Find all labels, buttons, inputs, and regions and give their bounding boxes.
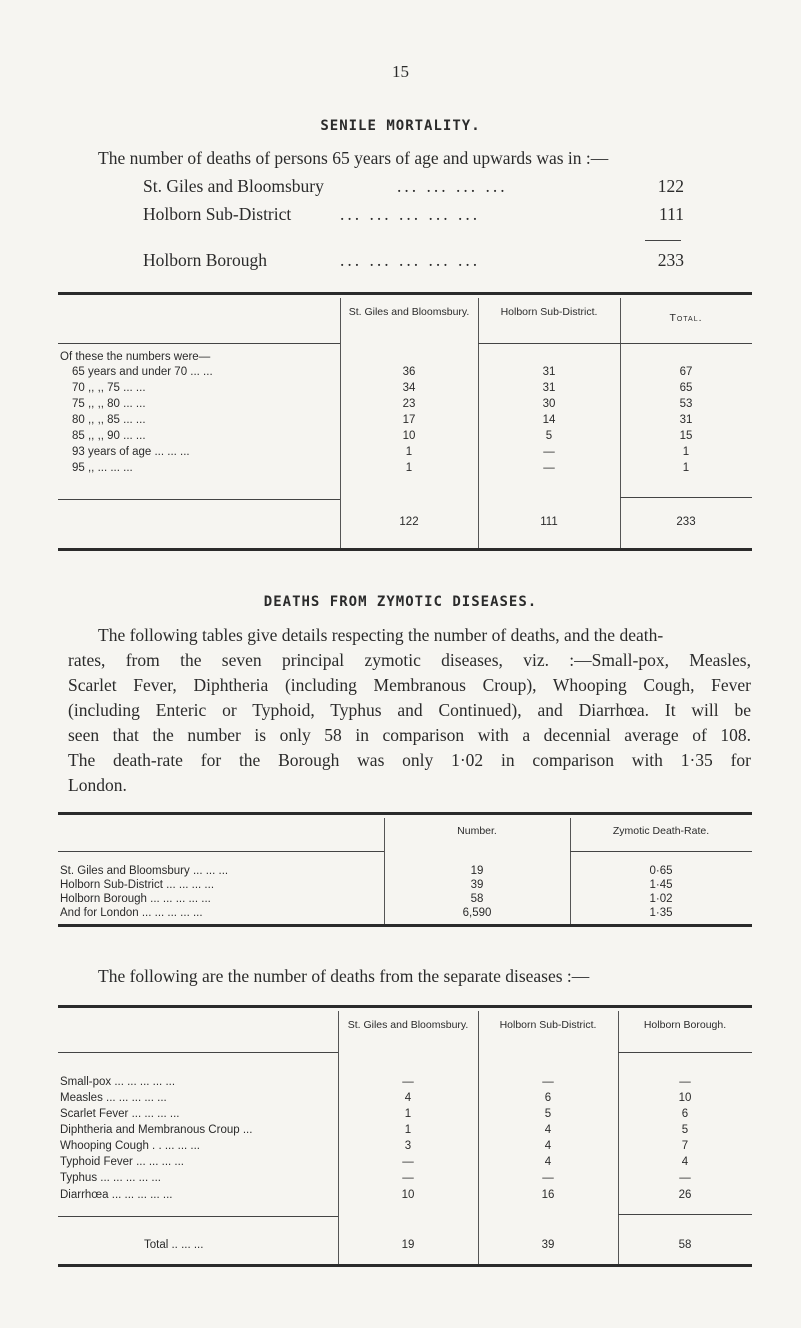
column-header: St. Giles and Bloomsbury. bbox=[347, 1019, 469, 1031]
table-top-rule bbox=[58, 1005, 752, 1008]
cell: 26 bbox=[678, 1189, 692, 1201]
row-label: Small-pox ... ... ... ... ... bbox=[60, 1076, 176, 1088]
total-rule bbox=[58, 499, 340, 500]
paragraph-line: rates, from the seven principal zymotic diseases, viz. :—Small-pox, Measles, bbox=[68, 650, 751, 670]
cell: 5 bbox=[545, 430, 553, 442]
senile-row-value: 233 bbox=[657, 250, 684, 270]
total-rule bbox=[618, 1214, 752, 1215]
total-label: Total .. ... ... bbox=[144, 1239, 204, 1251]
cell: 36 bbox=[402, 366, 416, 378]
cell: 3 bbox=[404, 1140, 412, 1152]
cell: 4 bbox=[404, 1092, 412, 1104]
senile-row-dots: ... ... ... ... ... bbox=[340, 204, 481, 224]
cell: 15 bbox=[679, 430, 693, 442]
senile-mortality-heading: SENILE MORTALITY. bbox=[320, 118, 481, 134]
senile-intro: The number of deaths of persons 65 years of age and upwards was in :— bbox=[98, 148, 609, 168]
row-label: 85 ,, ,, 90 ... ... bbox=[72, 430, 146, 442]
cell: 10 bbox=[402, 430, 416, 442]
cell: — bbox=[542, 1172, 554, 1184]
cell: 5 bbox=[681, 1124, 689, 1136]
cell: 1 bbox=[405, 446, 413, 458]
column-header: Holborn Borough. bbox=[643, 1019, 727, 1031]
cell: — bbox=[543, 462, 555, 474]
column-header: Zymotic Death-Rate. bbox=[612, 825, 710, 837]
total-rule bbox=[620, 497, 752, 498]
senile-row-dots: ... ... ... ... ... bbox=[340, 250, 481, 270]
row-label: 70 ,, ,, 75 ... ... bbox=[72, 382, 146, 394]
table-top-rule bbox=[58, 812, 752, 815]
header-rule bbox=[570, 851, 752, 852]
row-label: Holborn Borough ... ... ... ... ... bbox=[60, 893, 211, 905]
row-label: And for London ... ... ... ... ... bbox=[60, 907, 203, 919]
cell: 58 bbox=[470, 893, 484, 905]
table-bottom-rule bbox=[58, 924, 752, 927]
row-label: 95 ,, ... ... ... bbox=[72, 462, 133, 474]
senile-row-value: 111 bbox=[659, 204, 684, 224]
cell: 30 bbox=[542, 398, 556, 410]
table-bottom-rule bbox=[58, 1264, 752, 1267]
cell: 16 bbox=[541, 1189, 555, 1201]
column-header: Holborn Sub-District. bbox=[499, 1019, 597, 1031]
cell: 6,590 bbox=[462, 907, 492, 919]
row-label: 65 years and under 70 ... ... bbox=[72, 366, 213, 378]
row-label: Diarrhœa ... ... ... ... ... bbox=[60, 1189, 173, 1201]
senile-row-label: Holborn Borough bbox=[143, 250, 267, 270]
cell: 1 bbox=[404, 1108, 412, 1120]
cell: 34 bbox=[402, 382, 416, 394]
cell: 31 bbox=[679, 414, 693, 426]
column-divider bbox=[478, 1222, 479, 1264]
cell: 10 bbox=[401, 1189, 415, 1201]
column-divider bbox=[618, 1222, 619, 1264]
row-label: Holborn Sub-District ... ... ... ... bbox=[60, 879, 215, 891]
paragraph-line: (including Enteric or Typhoid, Typhus and Continued), and Diarrhœa. It will be bbox=[68, 700, 751, 720]
header-rule bbox=[58, 1052, 338, 1053]
cell: 17 bbox=[402, 414, 416, 426]
zymotic-heading: DEATHS FROM ZYMOTIC DISEASES. bbox=[263, 594, 538, 610]
total-cell: 111 bbox=[540, 516, 558, 528]
row-label: Typhoid Fever ... ... ... ... bbox=[60, 1156, 184, 1168]
paragraph-line: London. bbox=[68, 775, 127, 795]
column-divider bbox=[338, 1222, 339, 1264]
senile-row-label: St. Giles and Bloomsbury bbox=[143, 176, 324, 196]
table-caption: Of these the numbers were— bbox=[60, 351, 211, 363]
header-rule bbox=[478, 343, 752, 344]
cell: 65 bbox=[679, 382, 693, 394]
senile-row-value: 122 bbox=[657, 176, 684, 196]
row-label: 75 ,, ,, 80 ... ... bbox=[72, 398, 146, 410]
cell: 1·45 bbox=[649, 879, 673, 891]
cell: 1 bbox=[404, 1124, 412, 1136]
total-cell: 58 bbox=[678, 1239, 692, 1251]
total-cell: 122 bbox=[399, 516, 419, 528]
row-label: Whooping Cough . . ... ... ... bbox=[60, 1140, 200, 1152]
row-label: St. Giles and Bloomsbury ... ... ... bbox=[60, 865, 229, 877]
column-header: St. Giles and Bloomsbury. bbox=[348, 306, 470, 318]
cell: 4 bbox=[681, 1156, 689, 1168]
cell: 67 bbox=[679, 366, 693, 378]
row-label: Diphtheria and Membranous Croup ... bbox=[60, 1124, 253, 1136]
cell: 31 bbox=[542, 382, 556, 394]
sum-rule bbox=[645, 240, 681, 241]
cell: 4 bbox=[544, 1156, 552, 1168]
row-label: Scarlet Fever ... ... ... ... bbox=[60, 1108, 180, 1120]
table-bottom-rule bbox=[58, 548, 752, 551]
cell: 1·35 bbox=[649, 907, 673, 919]
cell: 5 bbox=[544, 1108, 552, 1120]
cell: 1·02 bbox=[649, 893, 673, 905]
cell: 1 bbox=[405, 462, 413, 474]
cell: 6 bbox=[681, 1108, 689, 1120]
cell: — bbox=[402, 1076, 414, 1088]
separate-intro: The following are the number of deaths from the separate diseases :— bbox=[98, 966, 590, 986]
column-header: Number. bbox=[457, 825, 497, 837]
cell: 0·65 bbox=[649, 865, 673, 877]
row-label: Typhus ... ... ... ... ... bbox=[60, 1172, 161, 1184]
header-rule bbox=[618, 1052, 752, 1053]
paragraph-line: The following tables give details respecting the number of deaths, and the death- bbox=[98, 625, 664, 645]
cell: 14 bbox=[542, 414, 556, 426]
row-label: Measles ... ... ... ... ... bbox=[60, 1092, 167, 1104]
paragraph-line: The death-rate for the Borough was only 1·02 in comparison with 1·35 for bbox=[68, 750, 751, 770]
column-header: Holborn Sub-District. bbox=[500, 306, 598, 318]
cell: 1 bbox=[682, 446, 690, 458]
cell: — bbox=[402, 1156, 414, 1168]
cell: 4 bbox=[544, 1140, 552, 1152]
cell: 1 bbox=[682, 462, 690, 474]
cell: 39 bbox=[470, 879, 484, 891]
total-cell: 39 bbox=[541, 1239, 555, 1251]
cell: — bbox=[402, 1172, 414, 1184]
total-cell: 19 bbox=[401, 1239, 415, 1251]
cell: — bbox=[679, 1076, 691, 1088]
cell: — bbox=[542, 1076, 554, 1088]
column-header: Total. bbox=[669, 312, 703, 324]
senile-row-dots: ... ... ... ... bbox=[397, 176, 508, 196]
paragraph-line: Scarlet Fever, Diphtheria (including Membranous Croup), Whooping Cough, Fever bbox=[68, 675, 751, 695]
table-top-rule bbox=[58, 292, 752, 295]
total-rule bbox=[58, 1216, 338, 1217]
cell: 10 bbox=[678, 1092, 692, 1104]
total-cell: 233 bbox=[676, 516, 696, 528]
cell: 6 bbox=[544, 1092, 552, 1104]
paragraph-line: seen that the number is only 58 in comparison with a decennial average of 108. bbox=[68, 725, 751, 745]
cell: — bbox=[543, 446, 555, 458]
cell: 31 bbox=[542, 366, 556, 378]
cell: — bbox=[679, 1172, 691, 1184]
cell: 53 bbox=[679, 398, 693, 410]
senile-row-label: Holborn Sub-District bbox=[143, 204, 292, 224]
cell: 19 bbox=[470, 865, 484, 877]
page-number: 15 bbox=[392, 62, 409, 81]
header-rule bbox=[58, 343, 340, 344]
cell: 7 bbox=[681, 1140, 689, 1152]
cell: 4 bbox=[544, 1124, 552, 1136]
row-label: 93 years of age ... ... ... bbox=[72, 446, 190, 458]
cell: 23 bbox=[402, 398, 416, 410]
row-label: 80 ,, ,, 85 ... ... bbox=[72, 414, 146, 426]
header-rule bbox=[58, 851, 384, 852]
